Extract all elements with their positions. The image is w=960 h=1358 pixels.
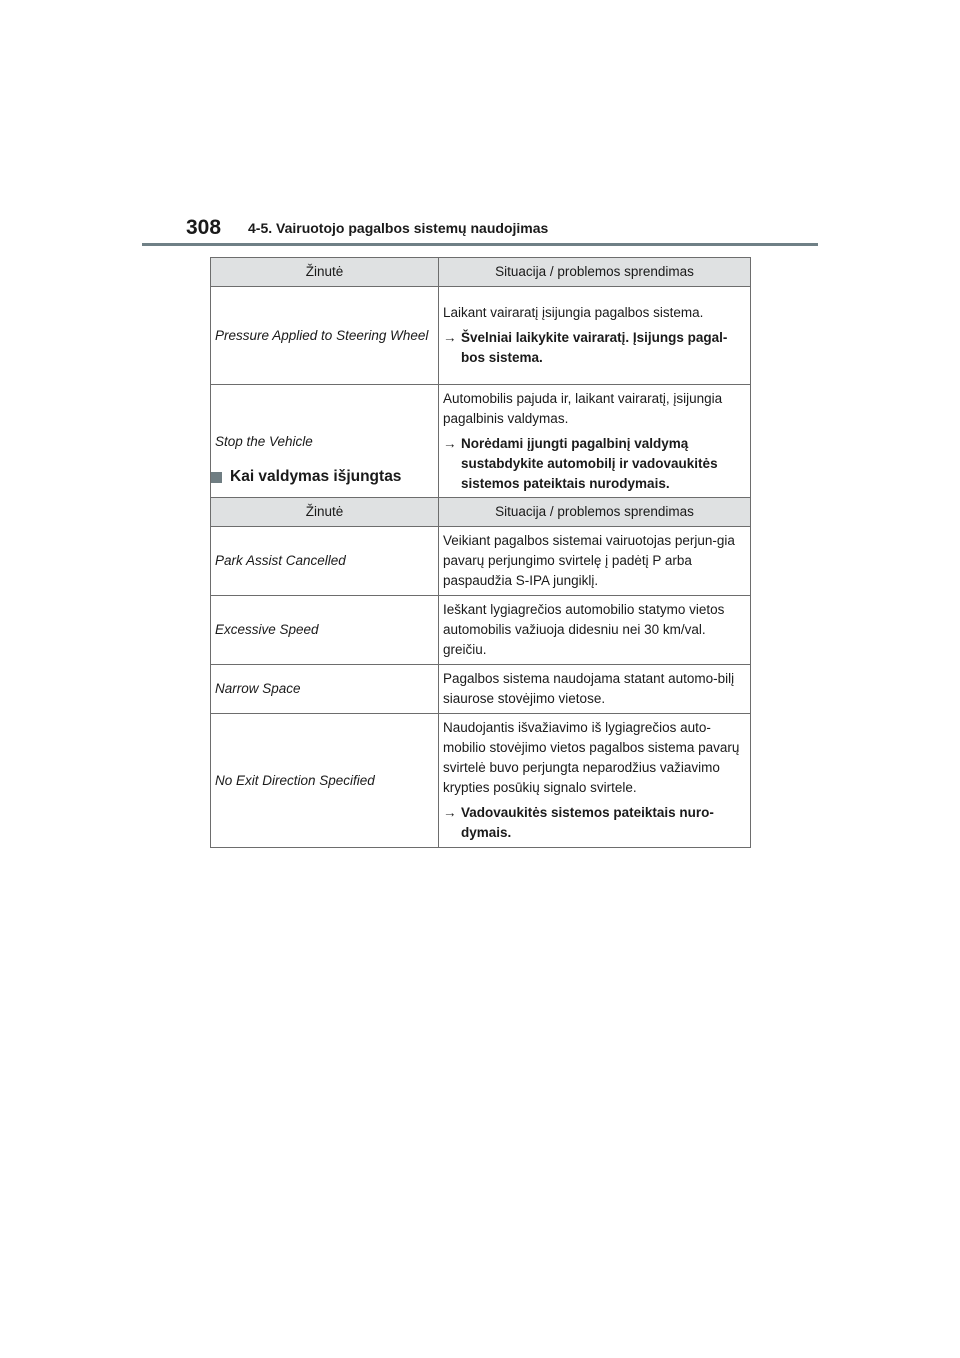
action-text: Švelniai laikykite vairaratį. Įsijungs pagal-bos sistema. bbox=[461, 330, 728, 365]
action-text: Norėdami įjungti pagalbinį valdymą sustabdykite automobilį ir vadovaukitės sistemos pateiktais nurodymais. bbox=[461, 436, 718, 491]
action-line bbox=[443, 328, 746, 368]
column-header-message: Žinutė bbox=[211, 498, 439, 527]
square-bullet-icon bbox=[211, 472, 222, 483]
table-header-row bbox=[211, 498, 751, 527]
table-row bbox=[211, 596, 751, 665]
action-line bbox=[443, 803, 746, 843]
table-header-row bbox=[211, 258, 751, 287]
situation-cell bbox=[439, 527, 751, 596]
situation-cell bbox=[439, 714, 751, 848]
column-header-situation: Situacija / problemos sprendimas bbox=[439, 258, 751, 287]
situation-text: Naudojantis išvažiavimo iš lygiagrečios auto-mobilio stovėjimo vietos pagalbos sistema pavarų svirtelė buvo perjungta neparodžius važiavimo krypties posūkių signalo svirtele. bbox=[443, 720, 740, 795]
table-row bbox=[211, 287, 751, 385]
subheading bbox=[211, 468, 401, 486]
message-name: No Exit Direction Specified bbox=[211, 714, 439, 848]
arrow-icon: → bbox=[443, 330, 457, 345]
column-header-situation: Situacija / problemos sprendimas bbox=[439, 498, 751, 527]
column-header-message: Žinutė bbox=[211, 258, 439, 287]
situation-text: Ieškant lygiagrečios automobilio statymo vietos automobilis važiuoja didesniu nei 30 km/val. greičiu. bbox=[443, 602, 725, 657]
message-name: Park Assist Cancelled bbox=[211, 527, 439, 596]
action-text: Vadovaukitės sistemos pateiktais nuro-dymais. bbox=[461, 805, 714, 840]
situation-text: Laikant vairaratį įsijungia pagalbos sistema. bbox=[443, 305, 704, 320]
messages-table-2 bbox=[210, 497, 751, 848]
message-name: Stop the Vehicle bbox=[211, 385, 439, 499]
arrow-icon: → bbox=[443, 805, 457, 820]
page-number: 308 bbox=[186, 216, 222, 239]
message-name: Excessive Speed bbox=[211, 596, 439, 665]
situation-text: Veikiant pagalbos sistemai vairuotojas perjun-gia pavarų perjungimo svirtelę į padėtį P arba paspaudžia S-IPA jungiklį. bbox=[443, 533, 735, 588]
section-title: 4-5. Vairuotojo pagalbos sistemų naudojimas bbox=[248, 220, 549, 236]
message-name: Narrow Space bbox=[211, 665, 439, 714]
situation-cell bbox=[439, 385, 751, 499]
arrow-icon: → bbox=[443, 436, 457, 451]
table-row bbox=[211, 714, 751, 848]
table-row bbox=[211, 527, 751, 596]
situation-text: Automobilis pajuda ir, laikant vairaratį, įsijungia pagalbinis valdymas. bbox=[443, 391, 723, 426]
situation-cell bbox=[439, 596, 751, 665]
situation-cell bbox=[439, 287, 751, 385]
table-row bbox=[211, 665, 751, 714]
header-rule bbox=[142, 243, 818, 246]
subheading-text: Kai valdymas išjungtas bbox=[230, 468, 402, 485]
situation-cell bbox=[439, 665, 751, 714]
situation-text: Pagalbos sistema naudojama statant automo-bilį siaurose stovėjimo vietose. bbox=[443, 671, 735, 706]
message-name: Pressure Applied to Steering Wheel bbox=[211, 287, 439, 385]
messages-table-1 bbox=[210, 257, 751, 499]
action-line bbox=[443, 434, 746, 494]
